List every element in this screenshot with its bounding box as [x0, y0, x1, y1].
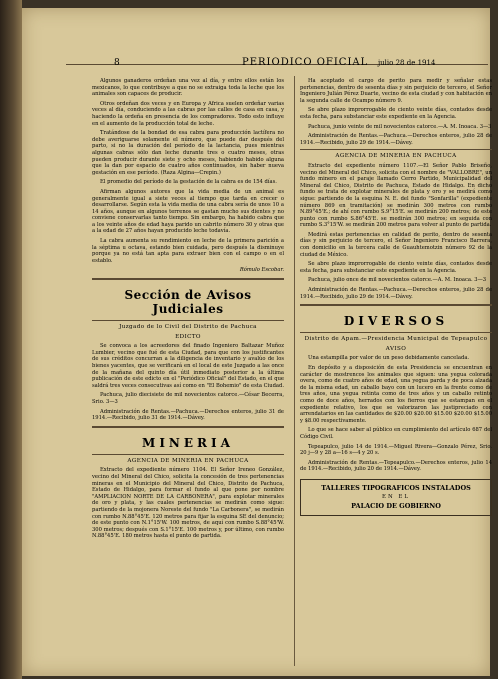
talleres-box: [300, 479, 492, 516]
agencia-paragraph: Medirá estas pertenencias en calidad de perito, dentro de sesenta días y sin perjuicio de tercero, el Señor Ingeniero Francisco Barrera, con domicilio en la tercera calle de Guauhtemotzin número 92 de la ciudad de México.: [300, 231, 492, 258]
notice-paragraph: Administración de Rentas.—Pachuca.—Derechos enteros, julio 28 de 1914.—Recibido, julio 29 de 1914.—Dávey.: [300, 133, 492, 146]
notice-paragraph: Se abre plazo improrrogable de ciento veinte días, contados desde esta fecha, para substanciar este expediente en la Agencia.: [300, 107, 492, 120]
agencia-paragraph: Extracto del expediente número 1107.—El Señor Pablo Briseño, vecino del Mineral del Chico, solicita con el nombre de "VALLOBRE", un fundo minero en el paraje llamado Cerro Partido, Municipalidad del Mineral del Chico, Distrito de Pachuca, Estado de Hidalgo. En dicho fundo se trata de explotar minerales de plata y oro y se medirá como sigue: partiendo de la esquina N. E. del fundo "Sonfarilla" (expediente número 869 en tramitación) se medirán 300 metros con rumbo N.89°45'E.; de ahí con rumbo S.9°15'E. se medirán 200 metros; de este punto con rumbo S.86°45'E. se medirán 300 metros; en seguida con rumbo S.3°15'W. se medirán 200 metros para volver al punto de partida.: [300, 162, 492, 229]
box-line-3: PALACIO DE GOBIERNO: [351, 501, 441, 510]
juzgado-title: Juzgado de lo Civil del Distrito de Pachuca: [119, 324, 257, 331]
section-rule: [92, 454, 284, 455]
intro-paragraph: Tratándose de la bondad de esa cabra para producción lactífera no debe averiguarse solamente el número, que puede dar después del parto, si no la duración del período de la lactancia, pues mientras algunas cabras sólo dan leche durante tres o cuatro meses, otras pueden producir durante siete y ocho meses, habiendo habido alguna que la dan por espacio de cuatro años continuados, sin haber nueva gestación en ese período. (Raza Algina—Crepin.): [92, 130, 284, 176]
notice-paragraph: Ha aceptado el cargo de perito para medir y señalar estas pertenencias, dentro de sesenta días y sin perjuicio de tercero, el Señor Ingeniero Julián Pérez Duarte, vecino de esta ciudad y con habitación en la segunda calle de Ocampo número 9.: [300, 78, 492, 104]
agencia-mineria-title: AGENCIA DE MINERIA EN PACHUCA: [127, 457, 249, 464]
avisos-judiciales-title: Sección de Avisos Judiciales: [124, 288, 252, 317]
aviso-label: AVISO: [385, 345, 407, 352]
diversos-paragraph: Una estampilla por valor de un peso debidamente cancelada.: [308, 355, 470, 362]
edicto-paragraph: Pachuca, julio diecisiete de mil novecientos catorce.—César Becerra, Srio. 3—3: [92, 392, 284, 405]
page-number: 8: [114, 58, 120, 68]
distrito-title: Distrito de Apam.—Presidencia Municipal de Tepeapulco: [304, 336, 488, 343]
agencia-paragraph: Pachuca, julio once de mil novecientos catorce.—A. M. Inoaca. 3—3: [308, 277, 487, 284]
issue-date: julio 28 de 1914: [378, 59, 436, 67]
right-column: [300, 78, 492, 516]
newspaper-title: PERIODICO OFICIAL: [242, 57, 369, 68]
section-rule: [300, 149, 492, 150]
diversos-paragraph: Tepeapulco, julio 14 de 1914.—Miguel Rivera—Gonzalo Pérez, Srio. 20 j—9 y 28 a—16 s—4 y 20 s.: [300, 443, 492, 457]
edicto-paragraph: Se convoca a los acreedores del finado Ingeniero Baltazar Muñoz Lumbier, vecino que fué de esta Ciudad, para que con los justificantes de sus créditos concurran a la diligencia de inventario y avalúo de los bienes yacentes, que se verificará en el local de este Juzgado a las once de la mañana del quinto día útil inmediato posterior a la última publicación de este edicto en el "Periódico Oficial" del Estado, en el que saldrá tres veces consecutivas así como en "El Bohemio" de esta Ciudad.: [92, 343, 284, 389]
section-rule: [300, 332, 492, 333]
intro-paragraph: Afirman algunos autores que la vida media de un animal es generalmente igual a siete veces al tiempo que tarda en crecer o desarrollarse. Según esta la vida media de una cabra sería de unos 10 a 14 años, aunque en algunos terrenos se gastan mucho sus dientes y no conviene conservarlas tanto tiempo. Sin embargo, ha habido cabra que a los veinte años de edad haya parido un cabrito número 30 y otras que a la edad de 27 años hayan producido leche todavía.: [92, 188, 284, 235]
column-divider: [294, 76, 295, 666]
page-header: [66, 48, 488, 68]
left-column: [92, 78, 284, 543]
box-line-2: EN EL: [382, 493, 410, 500]
box-line-1: TALLERES TIPOGRAFICOS INSTALADOS: [321, 483, 471, 492]
intro-paragraph: El promedio del período de la gestación de la cabra es de 154 días.: [100, 179, 277, 186]
intro-paragraph: Otros ordeñan dos veces y en Europa y Africa suelen ordeñar varias veces al día, conduciendo a las cabras por las calles de casa en casa, y haciendo la ordeña en presencia de los compradores. Todo esto influye en el aumento de la producción total de leche.: [92, 100, 284, 127]
intro-signature: Rómulo Escobar.: [239, 267, 284, 274]
section-rule: [92, 320, 284, 321]
agencia-paragraph: Se abre plazo improrrogable de ciento veinte días, contados desde esta fecha, para substanciar este expediente en la Agencia.: [300, 261, 492, 274]
mineria-paragraph: Extracto del expediente número 1104. El Señor Ireneo González, vecino del Mineral del Chico, solicita la concesión de tres pertenencias mineras en el Municipio del Mineral del Chico, Distrito de Pachuca, Estado de Hidalgo, para formar el fundo al que pone por nombre "AMPLIACION NORTE DE LA CARBONERA", para explotar minerales de oro y plata, y las cuales pertenencias se medirán como sigue: partiendo de la mojonera Noreste del fundo "La Carbonera", se medirán con rumbo N.88°45'E. 120 metros para fijar la esquina SE del denuncio; de este punto con N.1°15'W. 100 metros, de aquí con rumbo S.88°45'W. 300 metros; después con S.1°15'E. 100 metros y, por último, con rumbo N.88°45'E. 180 metros hasta el punto de partida.: [92, 467, 284, 540]
section-rule: [300, 304, 492, 306]
diversos-paragraph: Administración de Rentas.—Tepeapulco.—Derechos enteros, julio 14 de 1914.—Recibido, julio 20 de 1914.—Dávey.: [300, 459, 492, 473]
book-binding: [0, 0, 22, 679]
section-rule: [92, 278, 284, 280]
edicto-label: EDICTO: [175, 333, 201, 340]
intro-paragraph: Algunos ganaderos ordeñan una vez al día, y entre ellos están los mexicanos, lo que contribuye a que no se extraiga toda la leche que los animales son capaces de producir.: [92, 78, 284, 98]
section-rule: [92, 426, 284, 428]
agencia-mineria-title: AGENCIA DE MINERIA EN PACHUCA: [335, 153, 457, 160]
diversos-paragraph: Lo que se hace saber al público en cumplimiento del artículo 687 del Código Civil.: [300, 427, 492, 440]
edicto-paragraph: Administración de Rentas.—Pachuca.—Derechos enteros, julio 31 de 1914.—Recibido, julio 31 de 1914.—Dávey.: [92, 408, 284, 422]
intro-paragraph: La cabra aumenta su rendimiento en leche de la primera parición a la séptima u octava, estando bien cuidada, pero después la disminuye porque ya no está tan apta para extraer bien con el campo o en el establo.: [92, 238, 284, 264]
agencia-paragraph: Administración de Rentas.—Pachuca.—Derechos enteros, julio 28 de 1914.—Recibido, julio 29 de 1914.—Dávey.: [300, 287, 492, 300]
diversos-title: DIVERSOS: [343, 314, 449, 329]
diversos-paragraph: En depósito y a disposición de esta Presidencia se encuentran en carácter de mostrencos los animales que siguen: una yegua colorada overa, como de cuatro años de edad, una yegua parda y de poca alzada de la misma edad, un caballo bayo con un lucero en la frente como de tres años, una yegua retinta como de tres años y un caballo retinto como de doce años, herrados con los fierros que se estampan en el expediente relativo, los que se valorizaron las justipreciado con arrendatarios en las cantidades de $20.00 $20.00 $15.00 $20.00 $15.00 y $8.00 respectivamente.: [300, 365, 492, 424]
notice-paragraph: Pachuca, junio veinte de mil novecientos catorce.—A. M. Inoaca. 3—3: [308, 123, 492, 130]
mineria-title: MINERIA: [142, 435, 234, 450]
